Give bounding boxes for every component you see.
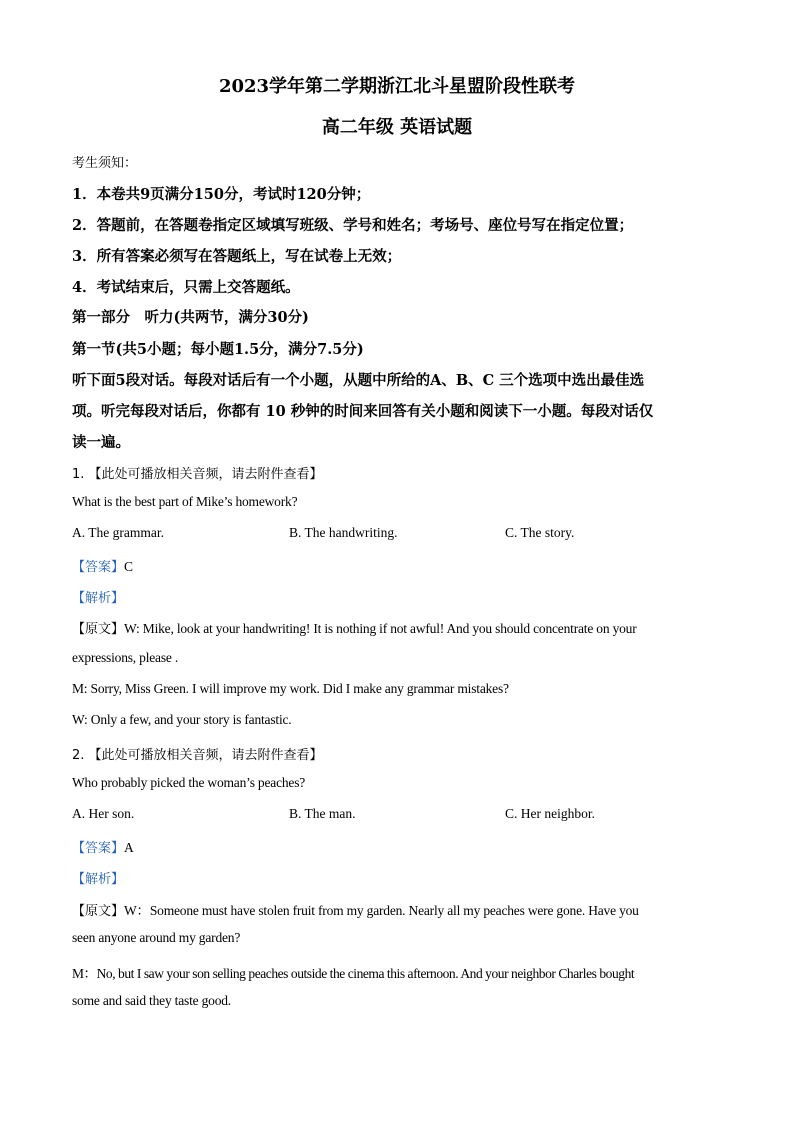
transcript-tag: 【原文】	[72, 904, 125, 919]
option-b: B. The handwriting.	[289, 525, 398, 540]
notice-item: 1．本卷共9页满分150分，考试时120分钟；	[72, 186, 371, 203]
transcript-line	[72, 618, 722, 637]
option-b: B. The man.	[289, 806, 356, 821]
transcript-text: expressions, please .	[72, 650, 179, 665]
question-text: What is the best part of Mike’s homework?	[72, 494, 298, 509]
analysis-tag: 【解析】	[72, 591, 125, 606]
transcript-text: M：No, but I saw your son selling peaches outside the cinema this afternoon. And your neighbor Charles bought	[72, 966, 635, 981]
option-c: C. Her neighbor.	[505, 806, 595, 821]
transcript-text: M: Sorry, Miss Green. I will improve my work. Did I make any grammar mistakes?	[72, 681, 509, 696]
answer-line	[72, 837, 722, 856]
notice-item: 3．所有答案必须写在答题纸上，写在试卷上无效；	[72, 248, 402, 265]
transcript-tag: 【原文】	[72, 622, 125, 637]
analysis-tag: 【解析】	[72, 872, 125, 887]
option-c: C. The story.	[505, 525, 575, 540]
question-header[interactable]: 2. 【此处可播放相关音频，请去附件查看】	[72, 748, 323, 763]
notice-heading: 考生须知：	[72, 156, 138, 171]
exam-title: 2023学年第二学期浙江北斗星盟阶段性联考	[218, 76, 576, 97]
answer-tag: 【答案】	[72, 841, 125, 856]
notice-item: 4．考试结束后，只需上交答题纸。	[72, 279, 300, 296]
answer-value: A	[124, 840, 134, 855]
option-a: A. Her son.	[72, 806, 135, 821]
answer-value: C	[124, 559, 133, 574]
exam-subtitle: 高二年级 英语试题	[321, 117, 473, 138]
option-a: A. The grammar.	[72, 525, 164, 540]
transcript-line	[72, 899, 722, 919]
transcript-text: seen anyone around my garden?	[72, 930, 241, 945]
section-heading: 第一节(共5小题；每小题1.5分，满分7.5分)	[72, 341, 364, 358]
answer-tag: 【答案】	[72, 560, 125, 575]
part-heading: 第一部分 听力(共两节，满分30分)	[72, 309, 309, 326]
instructions-line: 听下面5段对话。每段对话后有一个小题，从题中所给的A、B、C 三个选项中选出最佳选	[72, 372, 645, 389]
instructions-line: 项。听完每段对话后，你都有 10 秒钟的时间来回答有关小题和阅读下一小题。每段对话仅	[72, 403, 654, 420]
instructions-line: 读一遍。	[72, 434, 130, 451]
transcript-text: some and said they taste good.	[72, 993, 231, 1008]
transcript-text: W: Mike, look at your handwriting! It is nothing if not awful! And you should concentrate on your	[124, 621, 637, 636]
question-text: Who probably picked the woman’s peaches?	[72, 775, 306, 790]
transcript-text: W：Someone must have stolen fruit from my garden. Nearly all my peaches were gone. Have you	[124, 903, 639, 918]
answer-line	[72, 556, 722, 575]
question-header[interactable]: 1. 【此处可播放相关音频，请去附件查看】	[72, 467, 323, 482]
notice-item: 2．答题前，在答题卷指定区域填写班级、学号和姓名；考场号、座位号写在指定位置；	[72, 217, 634, 234]
transcript-text: W: Only a few, and your story is fantastic.	[72, 712, 292, 727]
